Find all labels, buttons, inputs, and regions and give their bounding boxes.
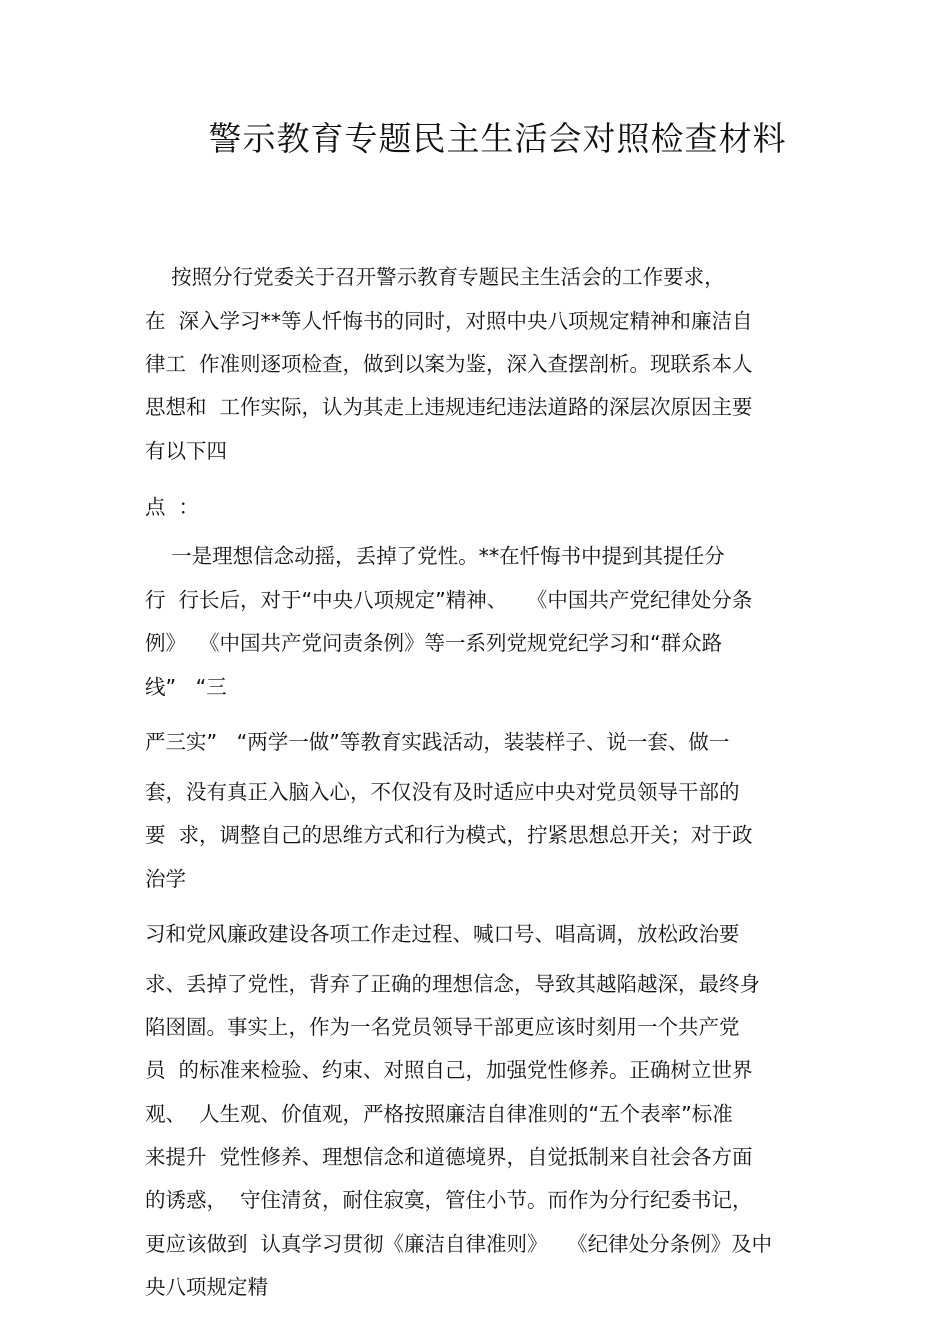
paragraph-line: 员 的标准来检验、约束、对照自己，加强党性修养。正确树立世界 [145,1058,753,1082]
paragraph-line: 按照分行党委关于召开警示教育专题民主生活会的工作要求， [145,265,725,289]
paragraph-line: 严三实” “两学一做”等教育实践活动，装装样子、说一套、做一 [145,730,730,754]
paragraph-line: 有以下四 [145,439,227,463]
paragraph-line: 行 行长后，对于“中央八项规定”精神、 《中国共产党纪律处分条 [145,588,753,612]
paragraph-line: 例》 《中国共产党问责条例》等一系列党规党纪学习和“群众路 [145,631,723,655]
paragraph-line: 更应该做到 认真学习贯彻《廉洁自律准则》 《纪律处分条例》及中 [145,1232,773,1256]
paragraph-line: 的诱惑， 守住清贫，耐住寂寞，管住小节。而作为分行纪委书记， [145,1188,753,1212]
paragraph-line: 观、 人生观、价值观，严格按照廉洁自律准则的“五个表率”标准 [145,1102,733,1126]
paragraph-line: 求、丢掉了党性，背弃了正确的理想信念，导致其越陷越深，最终身 [145,972,760,996]
paragraph-line: 要 求，调整自己的思维方式和行为模式，拧紧思想总开关；对于政 [145,823,753,847]
document-title: 警示教育专题民主生活会对照检查材料 [208,119,787,158]
paragraph-line: 套，没有真正入脑入心，不仅没有及时适应中央对党员领导干部的 [145,780,740,804]
paragraph-line: 治学 [145,867,186,891]
paragraph-line: 点 ： [145,495,200,519]
paragraph-line: 在 深入学习**等人忏悔书的同时，对照中央八项规定精神和廉洁自 [145,309,753,333]
paragraph-line: 一是理想信念动摇，丢掉了党性。**在忏悔书中提到其提任分 [145,544,725,568]
paragraph-line: 思想和 工作实际，认为其走上违规违纪违法道路的深层次原因主要 [145,395,753,419]
paragraph-line: 律工 作准则逐项检查，做到以案为鉴，深入查摆剖析。现联系本人 [145,352,753,376]
paragraph-line: 来提升 党性修养、理想信念和道德境界，自觉抵制来自社会各方面 [145,1145,753,1169]
paragraph-line: 陷囹圄。事实上，作为一名党员领导干部更应该时刻用一个共产党 [145,1015,740,1039]
paragraph-line: 线” “三 [145,675,227,699]
paragraph-line: 习和党风廉政建设各项工作走过程、喊口号、唱高调，放松政治要 [145,922,740,946]
paragraph-line: 央八项规定精 [145,1275,268,1299]
